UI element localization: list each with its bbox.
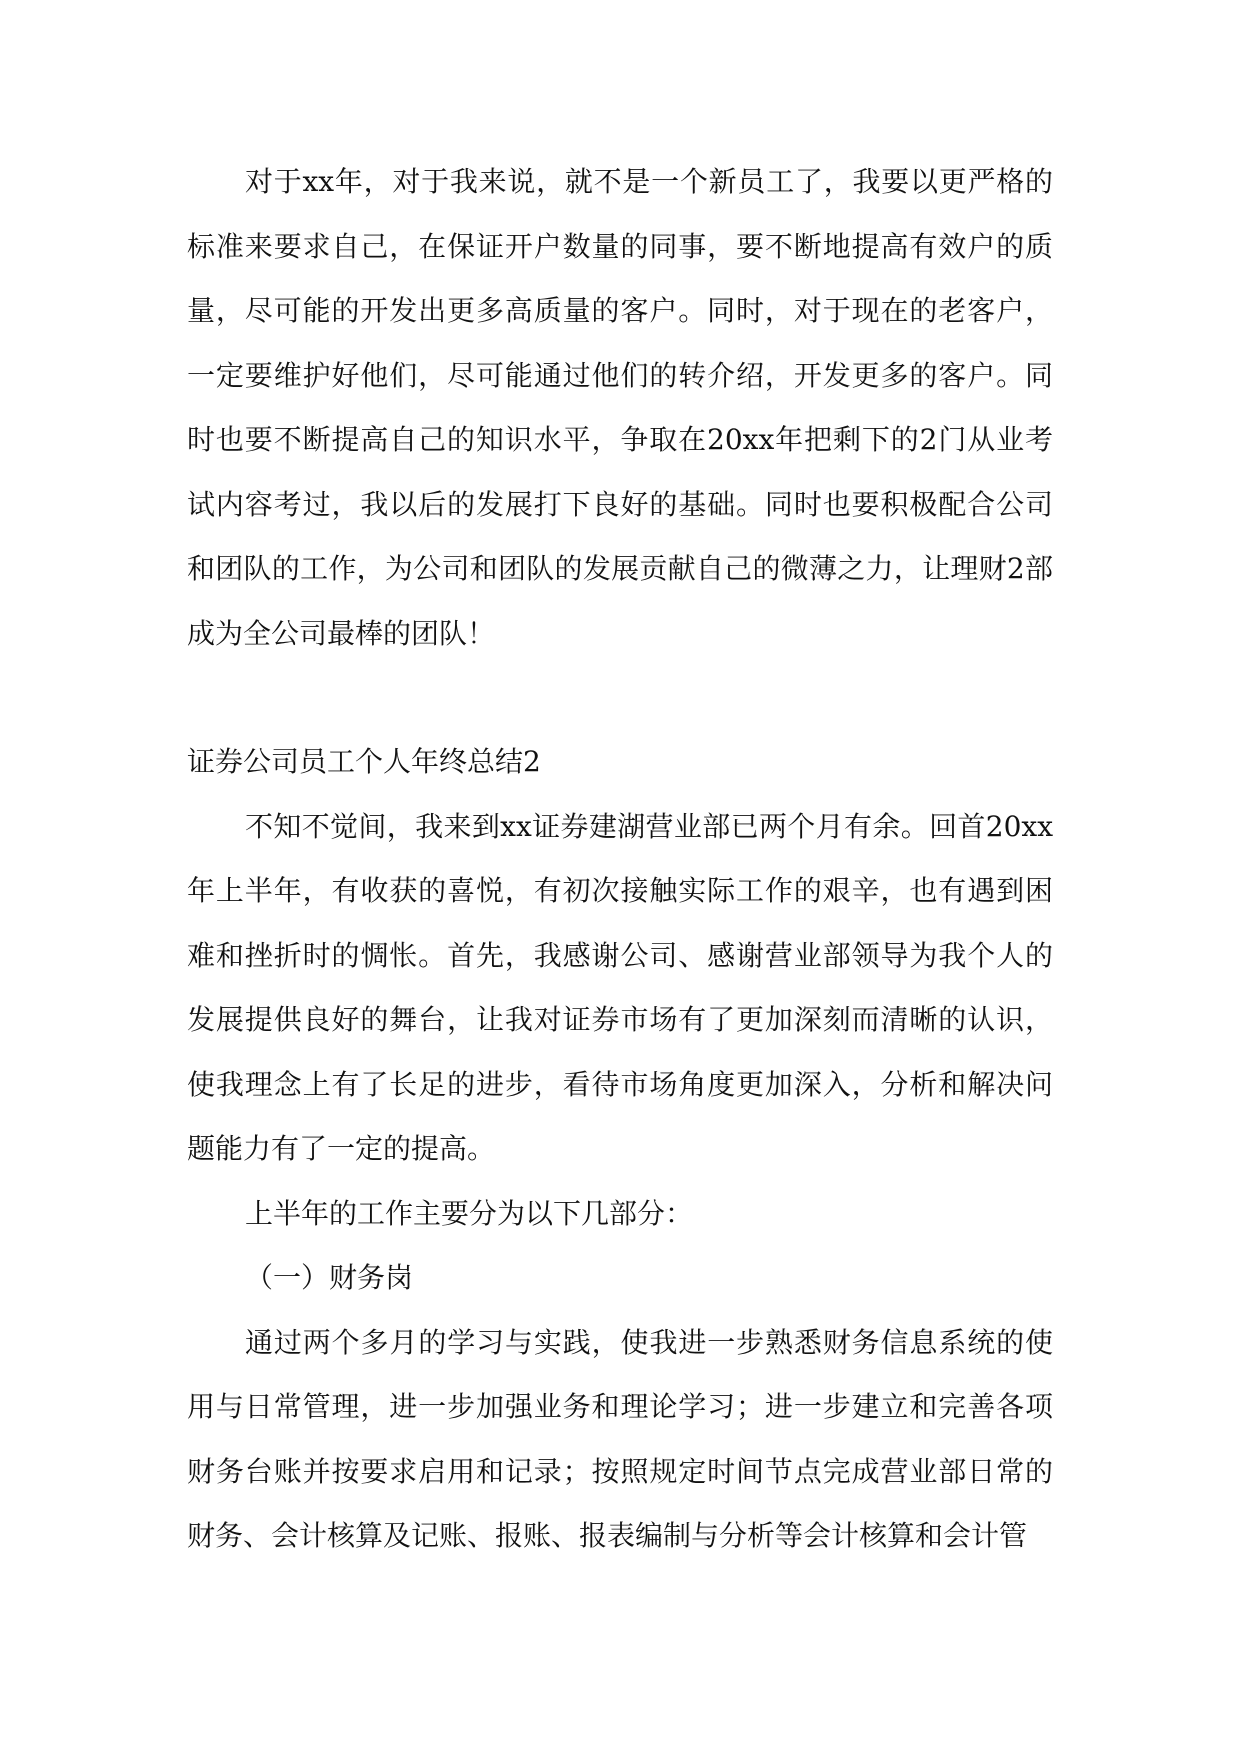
paragraph-introduction: 不知不觉间，我来到xx证券建湖营业部已两个月有余。回首20xx年上半年，有收获的喜悦，有初次接触实际工作的艰辛，也有遇到困难和挫折时的惆怅。首先，我感谢公司、感谢营业部领导为我个人的发展提供良好的舞台，让我对证券市场有了更加深刻而清晰的认识，使我理念上有了长足的进步，看待市场角度更加深入，分析和解决问题能力有了一定的提高。 bbox=[187, 809, 1053, 1165]
paragraph-plan-next-year: 对于xx年，对于我来说，就不是一个新员工了，我要以更严格的标准来要求自己，在保证开户数量的同事，要不断地提高有效户的质量，尽可能的开发出更多高质量的客户。同时，对于现在的老客户，一定要维护好他们，尽可能通过他们的转介绍，开发更多的客户。同时也要不断提高自己的知识水平，争取在20xx年把剩下的2门从业考试内容考过，我以后的发展打下良好的基础。同时也要积极配合公司和团队的工作，为公司和团队的发展贡献自己的微薄之力，让理财2部成为全公司最棒的团队！ bbox=[187, 165, 1053, 650]
section-heading: 证券公司员工个人年终总结2 bbox=[187, 745, 541, 778]
document-page bbox=[187, 150, 1053, 1569]
paragraph-finance-work: 通过两个多月的学习与实践，使我进一步熟悉财务信息系统的使用与日常管理，进一步加强业务和理论学习；进一步建立和完善各项财务台账并按要求启用和记录；按照规定时间节点完成营业部日常的财务、会计核算及记账、报账、报表编制与分析等会计核算和会计管 bbox=[187, 1325, 1053, 1552]
subheading-finance-post: （一）财务岗 bbox=[245, 1261, 414, 1294]
paragraph-work-overview: 上半年的工作主要分为以下几部分： bbox=[245, 1196, 694, 1230]
